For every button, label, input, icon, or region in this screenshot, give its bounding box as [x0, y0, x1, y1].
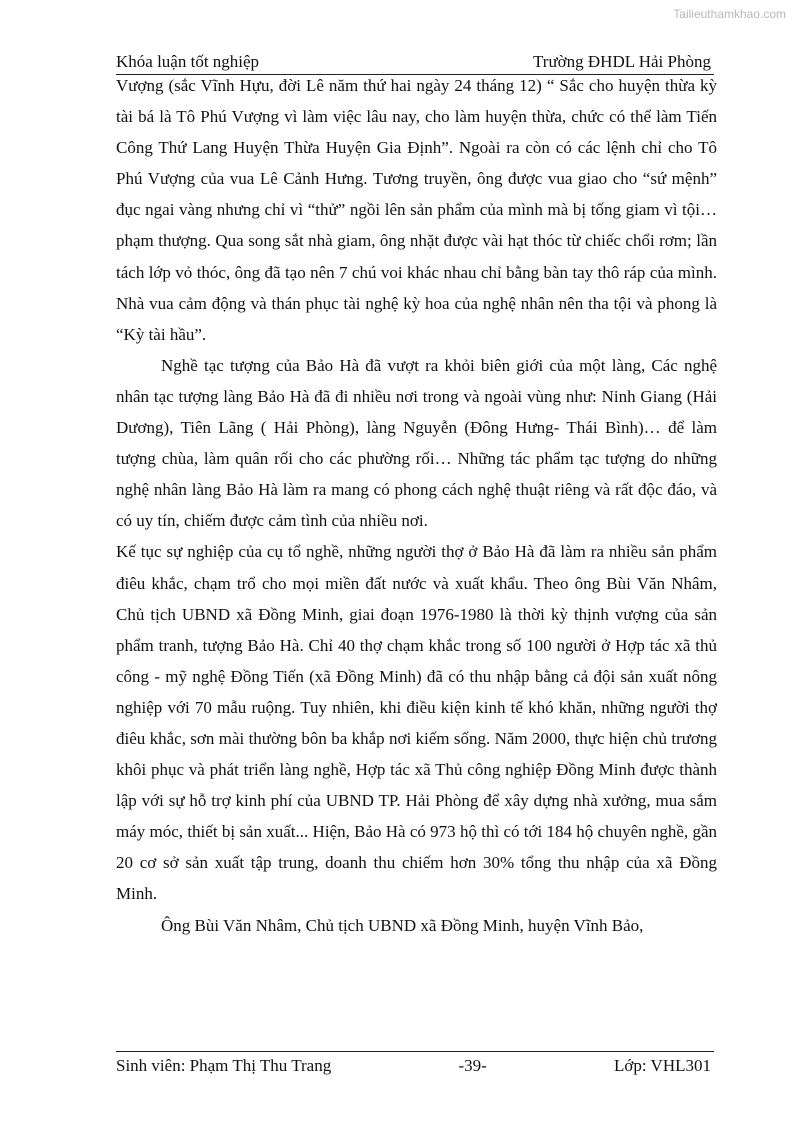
- header-university: Trường ĐHDL Hải Phòng: [533, 52, 711, 71]
- page-footer: [116, 1051, 714, 1076]
- paragraph-2: Nghề tạc tượng của Bảo Hà đã vượt ra khỏi biên giới của một làng, Các nghệ nhân tạc tượng làng Bảo Hà đã đi nhiều nơi trong và ngoài vùng như: Ninh Giang (Hải Dương), Tiên Lãng ( Hải Phòng), làng Nguyễn (Đông Hưng- Thái Bình)… để làm tượng chùa, làm quân rối cho các phường rối… Những tác phẩm tạc tượng do những nghệ nhân làng Bảo Hà làm ra mang có phong cách nghệ thuật riêng và rất độc đáo, và có uy tín, chiếm được cảm tình của nhiều nơi.: [116, 355, 717, 531]
- header-thesis-title: Khóa luận tốt nghiệp: [116, 52, 260, 71]
- page-number: -39-: [458, 1056, 487, 1075]
- paragraph-3: Kế tục sự nghiệp của cụ tổ nghề, những người thợ ở Bảo Hà đã làm ra nhiều sản phẩm điêu khắc, chạm trổ cho mọi miền đất nước và xuất khẩu. Theo ông Bùi Văn Nhâm, Chủ tịch UBND xã Đồng Minh, giai đoạn 1976-1980 là thời kỳ thịnh vượng của sản phẩm tranh, tượng Bảo Hà. Chỉ 40 thợ chạm khắc trong số 100 người ở Hợp tác xã thủ công - mỹ nghệ Đồng Tiến (xã Đồng Minh) đã có thu nhập bằng cả đội sản xuất nông nghiệp với 70 mẫu ruộng. Tuy nhiên, khi điều kiện kinh tế khó khăn, những người thợ điêu khắc, sơn mài thường bôn ba khắp nơi kiếm sống. Năm 2000, thực hiện chủ trương khôi phục và phát triển làng nghề, Hợp tác xã Thủ công nghiệp Đồng Minh được thành lập với sự hỗ trợ kinh phí của UBND TP. Hải Phòng để xây dựng nhà xưởng, mua sắm máy móc, thiết bị sản xuất... Hiện, Bảo Hà có 973 hộ thì có tới 184 hộ chuyên nghề, gần 20 cơ sở sản xuất tập trung, doanh thu chiếm hơn 30% tổng thu nhập của xã Đồng Minh.: [116, 542, 717, 904]
- footer-student: Sinh viên: Phạm Thị Thu Trang: [116, 1056, 332, 1075]
- watermark: Tailieuthamkhao.com: [673, 7, 786, 21]
- paragraph-1: Vượng (sắc Vĩnh Hựu, đời Lê năm thứ hai ngày 24 tháng 12) “ Sắc cho huyện thừa kỳ tài bá là Tô Phú Vượng vì làm việc lâu nay, cho làm huyện thừa, chức có thể làm Tiến Công Thứ Lang Huyện Thừa Huyện Gia Định”. Ngoài ra còn có các lệnh chỉ cho Tô Phú Vượng của vua Lê Cảnh Hưng. Tương truyền, ông được vua giao cho “sứ mệnh” đục ngai vàng nhưng chỉ vì “thử” ngồi lên sản phẩm của mình mà bị tống giam vì tội… phạm thượng. Qua song sắt nhà giam, ông nhặt được vài hạt thóc từ chiếc chổi rơm; lần tách lớp vỏ thóc, ông đã tạo nên 7 chú voi khác nhau chỉ bằng bàn tay thô ráp của mình. Nhà vua cảm động và thán phục tài nghệ kỳ hoa của nghệ nhân nên tha tội và phong là “Kỳ tài hầu”.: [116, 76, 717, 344]
- footer-class: Lớp: VHL301: [614, 1056, 711, 1075]
- paragraph-4: Ông Bùi Văn Nhâm, Chủ tịch UBND xã Đồng Minh, huyện Vĩnh Bảo,: [161, 915, 644, 935]
- body-text: [116, 70, 717, 941]
